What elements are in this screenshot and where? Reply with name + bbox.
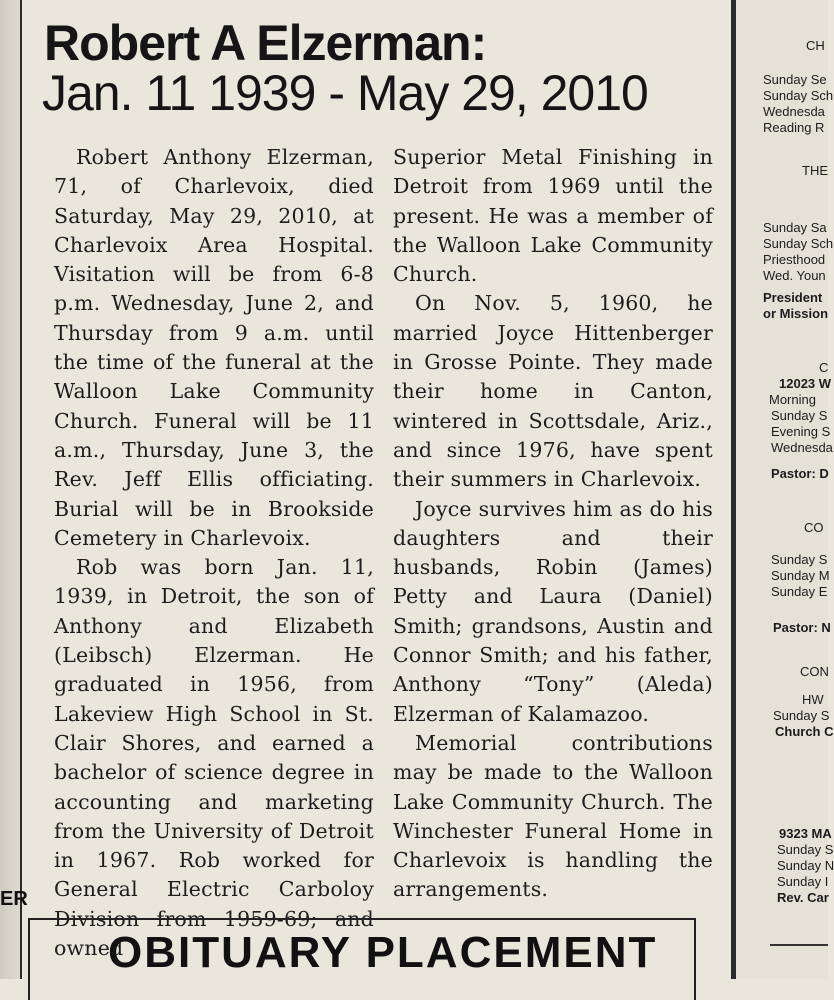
directory-line: President bbox=[763, 290, 823, 305]
article-column-2 bbox=[393, 143, 713, 905]
directory-line: Pastor: N bbox=[773, 620, 831, 635]
directory-line: or Mission bbox=[763, 306, 829, 321]
obituary-article bbox=[32, 0, 725, 979]
directory-line: CO bbox=[804, 520, 824, 535]
directory-line: 12023 W bbox=[779, 376, 832, 391]
paragraph: On Nov. 5, 1960, he married Joyce Hittenberger in Grosse Pointe. They made their home in Canton, wintered in Scottsdale, Ariz., and since 1976, have spent their summers in Charlevoix. bbox=[393, 291, 713, 492]
adjacent-column-fragment bbox=[0, 0, 28, 979]
directory-line: Priesthood bbox=[763, 252, 826, 267]
obituary-placement-title: OBITUARY PLACEMENT bbox=[108, 928, 658, 977]
paragraph: Joyce survives him as do his daughters and their husbands, Robin (James) Petty and Laura (Daniel) Smith; grandsons, Austin and Connor Smith; and his father, Anthony “Tony” (Aleda) Elzerman of Kalamazoo. bbox=[393, 496, 713, 726]
directory-line: Sunday I bbox=[777, 874, 829, 889]
paragraph: Robert Anthony Elzerman, 71, of Charlevoix, died Saturday, May 29, 2010, at Charlevoix Area Hospital. Visitation will be from 6-8 p.m. Wednesday, June 2, and Thursday from 9 a.m. until the time of the funeral at the Walloon Lake Community Church. Funeral will be 11 a.m., Thursday, June 3, the Rev. Jeff Ellis officiating. Burial will be in Brookside Cemetery in Charlevoix. bbox=[54, 145, 374, 550]
directory-line: Wed. Youn bbox=[763, 268, 826, 283]
adjacent-column-text: ER bbox=[0, 888, 28, 910]
directory-line: Sunday S bbox=[771, 552, 828, 567]
directory-line: Rev. Car bbox=[777, 890, 829, 905]
directory-line: Sunday Sch bbox=[763, 236, 834, 251]
divider-rule bbox=[770, 944, 828, 946]
directory-line: Pastor: D bbox=[771, 466, 829, 481]
directory-line: Sunday S bbox=[777, 842, 834, 857]
directory-line: CON bbox=[800, 664, 829, 679]
directory-line: Sunday S bbox=[773, 708, 830, 723]
directory-line: Sunday Sa bbox=[763, 220, 827, 235]
obituary-dates: Jan. 11 1939 - May 29, 2010 bbox=[42, 65, 648, 121]
directory-line: CH bbox=[806, 38, 825, 53]
directory-line: Church C bbox=[775, 724, 834, 739]
directory-line: Sunday N bbox=[777, 858, 834, 873]
paragraph: Memorial contributions may be made to the Walloon Lake Community Church. The Winchester Funeral Home in Charlevoix is handling the arrangements. bbox=[393, 730, 713, 902]
directory-line: HW bbox=[802, 692, 824, 707]
directory-line: Sunday Sch bbox=[763, 88, 834, 103]
directory-line: Morning bbox=[769, 392, 816, 407]
directory-line: 9323 MA bbox=[779, 826, 832, 841]
obituary-headline: Robert A Elzerman: bbox=[44, 15, 487, 71]
directory-line: Sunday M bbox=[771, 568, 830, 583]
directory-line: Sunday Se bbox=[763, 72, 827, 87]
directory-line: Evening S bbox=[771, 424, 831, 439]
church-directory-fragment bbox=[736, 0, 834, 979]
directory-line: Sunday S bbox=[771, 408, 828, 423]
directory-line: Wednesda bbox=[763, 104, 825, 119]
directory-line: C bbox=[819, 360, 829, 375]
directory-line: Reading R bbox=[763, 120, 825, 135]
paragraph: Rob was born Jan. 11, 1939, in Detroit, the son of Anthony and Elizabeth (Leibsch) Elzerman. He graduated in 1956, from Lakeview High School in St. Clair Shores, and earned a bachelor of science degree in accounting and marketing from the University of Detroit in 1967. Rob worked for General Electric Carboloy Division from 1959-69; and owned bbox=[54, 555, 374, 961]
directory-line: THE bbox=[802, 163, 828, 178]
directory-line: Sunday E bbox=[771, 584, 828, 599]
article-column-1 bbox=[54, 143, 374, 963]
paragraph: Superior Metal Finishing in Detroit from 1969 until the present. He was a member of the Walloon Lake Community Church. bbox=[393, 145, 713, 287]
directory-line: Wednesda bbox=[771, 440, 833, 455]
